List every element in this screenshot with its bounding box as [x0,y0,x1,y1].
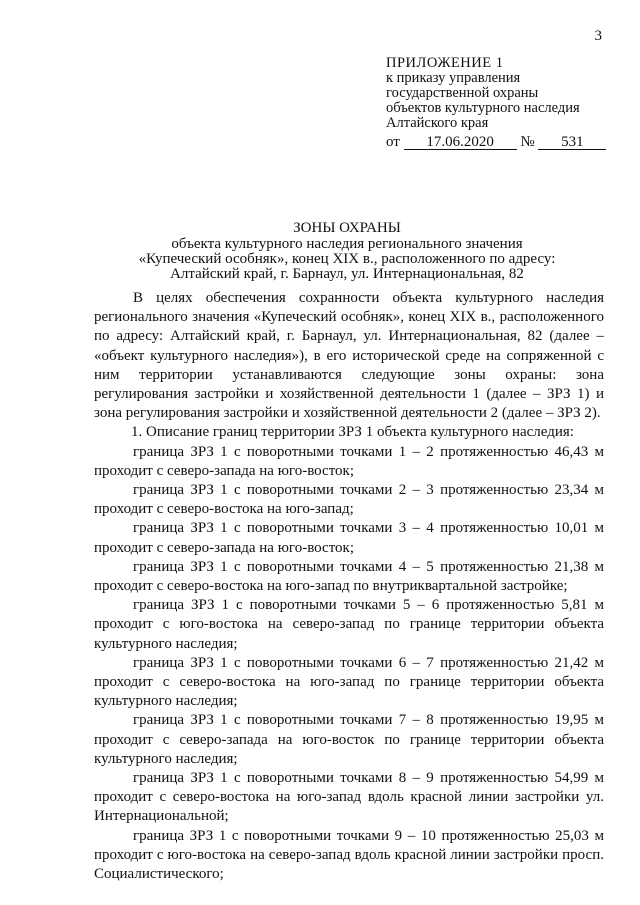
title-heading: ЗОНЫ ОХРАНЫ [293,220,401,236]
order-reference [386,134,606,151]
appendix-line: государственной охраны [386,85,539,101]
boundary-paragraph: граница ЗРЗ 1 с поворотными точками 1 – 2 протяженностью 46,43 м проходит с северо-запада на юго-восток; [94,443,604,479]
boundary-paragraph: граница ЗРЗ 1 с поворотными точками 8 – 9 протяженностью 54,99 м проходит с северо-востока на юго-запад вдоль красной линии застройки ул. Интернациональной; [94,770,604,825]
appendix-line: Алтайского края [386,115,489,131]
appendix-line: к приказу управления [386,70,521,86]
boundary-paragraph: граница ЗРЗ 1 с поворотными точками 2 – 3 протяженностью 23,34 м проходит с северо-востока на юго-запад; [94,482,604,518]
section-heading: 1. Описание границ территории ЗРЗ 1 объекта культурного наследия: [131,424,574,441]
page-number: 3 [594,28,602,44]
order-prefix: от [386,134,400,150]
order-number-sign: № [520,134,535,150]
document-body [94,289,604,884]
boundary-paragraph: граница ЗРЗ 1 с поворотными точками 7 – 8 протяженностью 19,95 м проходит с северо-запада на юго-восток по границе территории объекта культурного наследия; [94,712,604,767]
title-line: «Купеческий особняк», конец XIX в., расположенного по адресу: [138,251,556,267]
order-number: 531 [538,135,606,150]
title-line: Алтайский край, г. Барнаул, ул. Интернациональная, 82 [170,266,524,282]
appendix-title: ПРИЛОЖЕНИЕ 1 [386,55,504,71]
intro-paragraph: В целях обеспечения сохранности объекта культурного наследия регионального значения «Купеческий особняк», конец XIX в., расположенного по адресу: Алтайский край, г. Барнаул, ул. Интернациональная, 82 (далее – «объект культурного наследия»), в его исторической среде на сопряженной с ним территории устанавливаются следующие зоны охраны: зона регулирования застройки и хозяйственной деятельности 1 (далее – ЗРЗ 1) и зона регулирования застройки и хозяйственной деятельности 2 (далее – ЗРЗ 2). [94,290,604,422]
order-date: 17.06.2020 [404,135,517,150]
boundary-paragraph: граница ЗРЗ 1 с поворотными точками 3 – 4 протяженностью 10,01 м проходит с северо-запада на юго-восток; [94,520,604,556]
boundary-paragraph: граница ЗРЗ 1 с поворотными точками 9 – 10 протяженностью 25,03 м проходит с юго-востока на северо-запад вдоль красной линии застройки просп. Социалистического; [94,827,604,883]
boundary-paragraph: граница ЗРЗ 1 с поворотными точками 4 – 5 протяженностью 21,38 м проходит с северо-востока на юго-запад по внутриквартальной застройке; [94,558,604,595]
boundary-paragraph: граница ЗРЗ 1 с поворотными точками 6 – 7 протяженностью 21,42 м проходит с северо-востока на юго-запад по границе территории объекта культурного наследия; [94,654,604,710]
document-title [80,221,614,282]
boundary-paragraph: граница ЗРЗ 1 с поворотными точками 5 – 6 протяженностью 5,81 м проходит с юго-востока на северо-запад по границе территории объекта культурного наследия; [94,597,604,652]
appendix-block [386,56,580,131]
title-line: объекта культурного наследия регионального значения [171,236,523,252]
appendix-line: объектов культурного наследия [386,100,580,116]
